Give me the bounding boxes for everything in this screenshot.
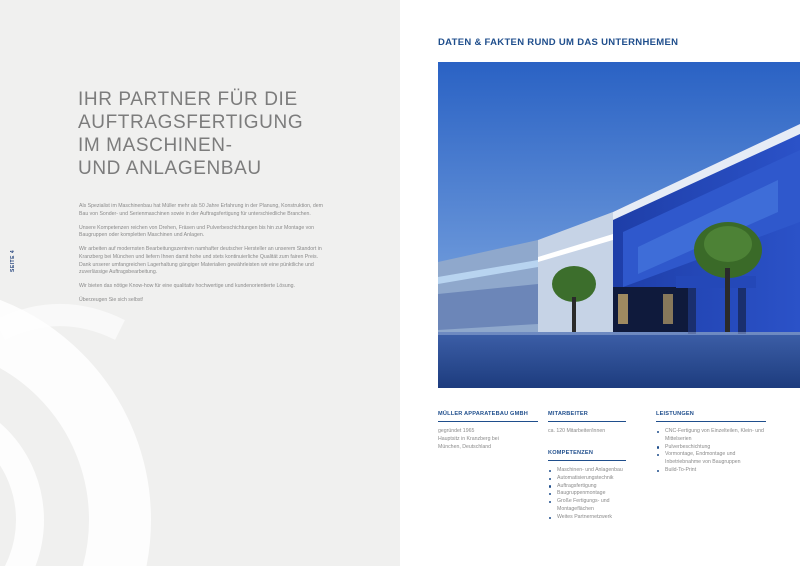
competence-item: Baugruppenmontage: [548, 490, 626, 498]
services-list: [656, 428, 766, 475]
page-headline: [78, 88, 378, 180]
company-info: [438, 411, 538, 451]
company-details: [438, 428, 538, 451]
company-building-photo: [438, 62, 800, 388]
services-list-block: [656, 411, 766, 475]
competence-item: Auftragsfertigung: [548, 483, 626, 491]
service-item: Build-To-Print: [656, 467, 766, 475]
competence-item: Maschinen- und Anlagenbau: [548, 467, 626, 475]
facts-title: DATEN & FAKTEN RUND UM DAS UNTERNHEMEN: [438, 37, 679, 48]
services-heading: LEISTUNGEN: [656, 411, 766, 422]
intro-text: [79, 203, 324, 311]
competences-list-block: [548, 450, 626, 522]
competences-heading: KOMPETENZEN: [548, 450, 626, 461]
competence-item: Weites Partnernetzwerk: [548, 514, 626, 522]
competence-item: Große Fertigungs- und Montageflächen: [548, 498, 626, 514]
headline-line: AUFTRAGSFERTIGUNG: [78, 112, 304, 133]
service-item: Pulverbeschichtung: [656, 444, 766, 452]
intro-paragraph: Unsere Kompetenzen reichen von Drehen, Fräsen und Pulverbeschichtungen bis hin zur Montage von Baugruppen oder kompletten Maschinen und Anlagen.: [79, 224, 315, 239]
intro-paragraph: Überzeugen Sie sich selbst!: [79, 297, 144, 304]
company-detail-line: gegründet 1965: [438, 428, 475, 434]
headline-line: IM MASCHINEN-: [78, 135, 233, 156]
competence-item: Automatisierungstechnik: [548, 475, 626, 483]
service-item: CNC-Fertigung von Einzelteilen, Klein- und Mittelserien: [656, 428, 766, 444]
headline-line: UND ANLAGENBAU: [78, 158, 262, 179]
company-detail-line: Hauptsitz in Kranzberg bei: [438, 435, 499, 442]
page-number: SEITE 4: [10, 249, 16, 272]
intro-paragraph: Wir arbeiten auf modernsten Bearbeitungszentren namhafter deutscher Hersteller an unserem Standort in Kranzberg bei München und liefern Ihnen damit hohe und stets kontinuierliche Qualität zum fairen Preis. Dank unserer umfangreichen Lagerhaltung gängiger Materialien gewährleisten wir eine pünktliche und zuverlässige Auftragsbearbeitung.: [79, 246, 322, 276]
company-detail-line: München, Deutschland: [438, 443, 492, 450]
intro-paragraph: Wir bieten das nötige Know-how für eine qualitativ hochwertige und kundenorientierte Lösung.: [79, 283, 295, 290]
intro-paragraph: Als Spezialist im Maschinenbau hat Müller mehr als 50 Jahre Erfahrung in der Planung, Konstruktion, dem Bau von Sonder- und Serienmaschinen sowie in der Auftragsfertigung für unterschiedliche Branchen.: [79, 203, 323, 217]
employees-info: [548, 411, 626, 436]
employees-heading: MITARBEITER: [548, 411, 626, 422]
headline-line: IHR PARTNER FÜR DIE: [78, 89, 298, 110]
employees-count: ca. 120 Mitarbeiter/innen: [548, 428, 606, 434]
competences-list: [548, 467, 626, 522]
company-heading: MÜLLER APPARATEBAU GMBH: [438, 411, 538, 422]
service-item: Vormontage, Endmontage und Inbetriebnahme von Baugruppen: [656, 451, 766, 467]
